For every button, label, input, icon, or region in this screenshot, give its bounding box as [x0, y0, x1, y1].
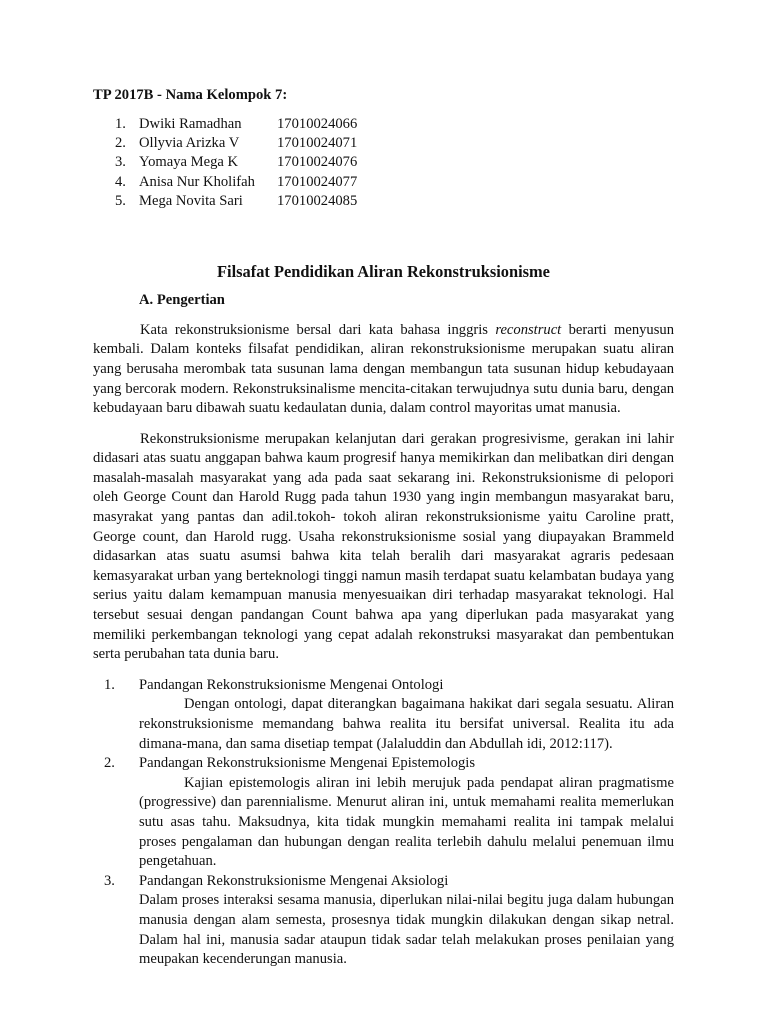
member-row [115, 115, 674, 134]
list-item-heading: Pandangan Rekonstruksionisme Mengenai Epistemologis [139, 755, 476, 772]
member-number: 5. [115, 193, 126, 210]
member-name: Dwiki Ramadhan [139, 115, 242, 132]
document-title: Filsafat Pendidikan Aliran Rekonstruksionisme [217, 261, 550, 281]
member-number: 4. [115, 173, 126, 190]
member-row [115, 192, 674, 211]
list-item-body: Dalam proses interaksi sesama manusia, diperlukan nilai-nilai begitu juga dalam hubungan manusia dengan alam semesta, prosesnya tidak mungkin dilakukan dengan sikap netral. Dalam hal ini, manusia sadar ataupun tidak sadar telah melakukan proses penilaian yang meupakan kecenderungan manusia. [139, 892, 674, 968]
member-name: Ollyvia Arizka V [139, 134, 240, 151]
member-name: Anisa Nur Kholifah [139, 173, 255, 190]
member-id: 17010024071 [277, 134, 358, 151]
list-item [93, 872, 674, 970]
member-name: Yomaya Mega K [139, 154, 239, 171]
list-item-number: 1. [104, 676, 115, 693]
member-id: 17010024066 [277, 115, 358, 132]
italic-term: reconstruct [495, 321, 562, 338]
member-row [115, 153, 674, 172]
member-name: Mega Novita Sari [139, 193, 243, 210]
member-row [115, 173, 674, 192]
member-number: 3. [115, 154, 126, 171]
paragraph-definition [93, 321, 674, 419]
list-item-body: Dengan ontologi, dapat diterangkan bagaimana hakikat dari segala sesuatu. Aliran rekonstruksionisme memandang bahwa realita itu bersifat universal. Realita itu ada dimana-mana, dan sama disetiap tempat (Jalaluddin dan Abdullah idi, 2012:117). [139, 696, 674, 752]
paragraph-text: Kata rekonstruksionisme bersal dari kata bahasa inggris [140, 321, 496, 338]
list-item-body: Kajian epistemologis aliran ini lebih merujuk pada pendapat aliran pragmatisme (progressive) dan parennialisme. Menurut aliran ini, untuk memahami realita memerlukan sutu asas tahu. Maksudnya, kita tidak mungkin memahami realita ini tampak melalui proses pengalaman dan hubungan dengan realita terlebih dahulu melalui penemuan ilmu pengetahuan. [139, 774, 674, 870]
paragraph-text: berarti menyusun kembali. Dalam konteks filsafat pendidikan, aliran rekonstruksionisme merupakan suatu aliran yang berusaha merombak tata susunan lama dengan membangun tata susunan hidup kebudayaan yang bercorak modern. Rekonstruksinalisme mencita-citakan terwujudnya sutu dunia baru, dengan kebudayaan baru dibawah suatu kedaulatan dunia, dalam control mayoritas umat manusia. [93, 321, 674, 417]
member-id: 17010024077 [277, 173, 358, 190]
list-item [93, 676, 674, 754]
paragraph-history: Rekonstruksionisme merupakan kelanjutan dari gerakan progresivisme, gerakan ini lahir didasari atas suatu anggapan bahwa kaum progresif hanya memikirkan dan melibatkan diri dengan masalah-masalah masyarakat yang ada pada saat sekarang ini. Rekonstruksionisme di pelopori oleh George Count dan Harold Rugg pada tahun 1930 yang ingin membangun masyarakat baru, masyrakat yang pantas dan adil.tokoh- tokoh aliran rekonstruksionisme yaitu Caroline pratt, George count, dan Harold rugg. Usaha rekonstruksionisme sosial yang diupayakan Brammeld didasarkan atas suatu asumsi bahwa kita telah beralih dari masyarakat agraris pedesaan kemasyarakat urban yang berteknologi tinggi namun masih terdapat suatu kelambatan budaya yang serius yaitu dalam kemampuan manusia menyesuaikan diri terhadap masyarakat teknologi. Hal tersebut sesuai dengan pandangan Count bahwa apa yang diperlukan pada masyarakat yang memiliki perkembangan teknologi yang cepat adalah rekonstruksi masyarakat dan pembentukan serta perubahan tata dunia baru. [93, 430, 674, 663]
list-item-number: 2. [104, 755, 115, 772]
list-item-number: 3. [104, 872, 115, 889]
member-list [115, 115, 674, 212]
numbered-list [93, 676, 674, 970]
member-number: 2. [115, 134, 126, 151]
section-heading: A. Pengertian [139, 292, 225, 309]
list-item [93, 754, 674, 872]
list-item-heading: Pandangan Rekonstruksionisme Mengenai Ontologi [139, 676, 444, 693]
group-title: TP 2017B - Nama Kelompok 7: [93, 87, 288, 103]
member-id: 17010024076 [277, 154, 358, 171]
member-row [115, 134, 674, 153]
list-item-heading: Pandangan Rekonstruksionisme Mengenai Aksiologi [139, 872, 449, 889]
member-id: 17010024085 [277, 193, 358, 210]
member-number: 1. [115, 115, 126, 132]
